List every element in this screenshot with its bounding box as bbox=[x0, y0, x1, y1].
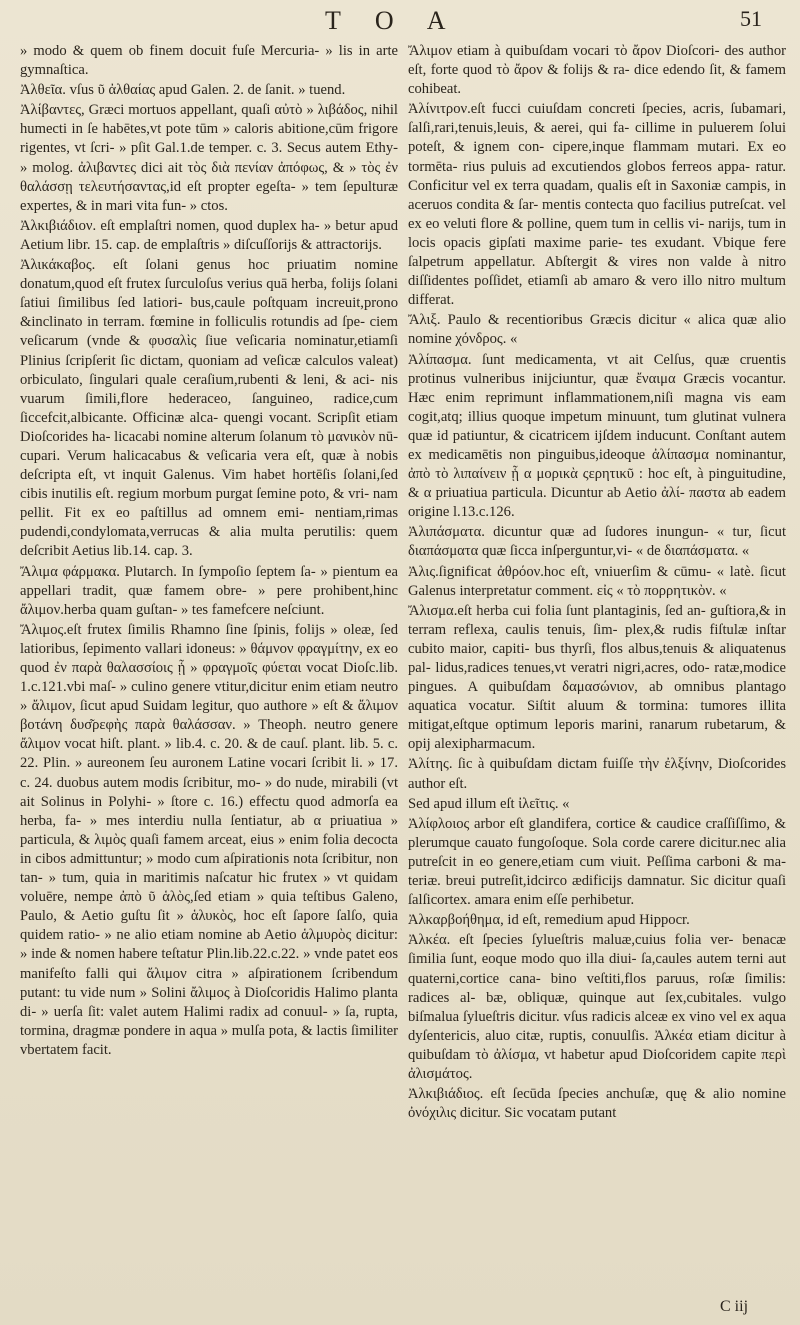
entry-paragraph: Ἄλισμα.eſt herba cui folia ſunt plantaginis, ſed an- guſtiora,& in terram reflexa, caulis tenuis, ſim- plex,& rudis fiſtulæ inſtar cubito maior, capiti- bus thyrſi, flos albus,tenuis & aliquatenus pal- lidus,radices tenues,vt veratri nigri,acres, odo- ratæ,modice pingues. A quibuſdam δαμασώνιον, ab omnibus plantago aquatica vocatur. Siſtit aluum & tormina: tumores illita mitigat,eſtque optimum leporis marini, ranarum rubetarum, & opij alexipharmacum. bbox=[408, 602, 786, 753]
entry-paragraph: » modo & quem ob finem docuit fuſe Mercuria- » lis in arte gymnaſtica. bbox=[20, 43, 398, 79]
left-column bbox=[20, 42, 398, 1297]
entry-paragraph: Ἀλίφλοιος arbor eſt glandifera, cortice & caudice craſſiſſimo, & plerumque cauato fungoſoque. Sola corde carere dicitur.nec alia putreſcit in eo genere,etiam cum viuit. Peſſima carboni & ma- teriæ. breui putreſit,idcirco ædificijs damnatur. Sic dicitur quaſi ſalſicortex. amara enim eſſe perhibetur. bbox=[408, 815, 786, 909]
entry-paragraph: Ἀλίνιτρον.eſt fucci cuiuſdam concreti ſpecies, acris, ſubamari, ſalſi,rari,tenuis,leuis, & aerei, qui fa- cillime in puluerem ſolui poteſt, & ignem con- cipere,inque flammam mutari. Ex eo tormēta- rius puluis ad excutiendos globos ferreos appa- ratur. Conficitur vel ex terra quadam, qualis eſt in Saxoniæ campis, in aceruos condita & ſar- mentis contecta quo facilius putreſcat. vel ex eo veluti flore & polline, quem tum in cellis vi- narijs, tum in locis opacis gipſati maxime parie- tes exudant. Vbique fere ſalpetrum appellatur. Abſtergit & vires non valde à nitro diſſidentes poſſidet, etiamſi ab amaro & vero illo nitro multum differat. bbox=[408, 101, 786, 309]
entry-paragraph: Ἀλκαρβοήθημα, id eſt, remedium apud Hippocr. bbox=[408, 912, 690, 929]
entry-paragraph: Ἀλίτης. ſic à quibuſdam dictam fuiſſe τὴν ἐλξίνην, Dioſcorides author eſt. bbox=[408, 756, 786, 792]
entry-paragraph: Ἀλθεῖα. vſus ῦ ἀλθαίας apud Galen. 2. de ſanit. » tuend. bbox=[20, 82, 346, 99]
page-number: 51 bbox=[740, 6, 762, 31]
running-head bbox=[0, 6, 800, 40]
signature-mark: C iij bbox=[720, 1298, 749, 1315]
entry-paragraph: Ἀλιπάσματα. dicuntur quæ ad ſudores inungun- « tur, ſicut διαπάσματα quæ ſicca inſperguntur,vi- « de διαπάσματα. « bbox=[408, 524, 786, 560]
entry-paragraph: Ἄλιμος.eſt frutex ſimilis Rhamno ſine ſpinis, folijs » oleæ, ſed latioribus, ſepimento vallari idoneus: » θάμνον φραγμίτην, ex eo quod ἐν παρὰ θαλασσίοις ᾗ » φραγμοῖς φύεται vocat Dioſc.lib. 1.c.121.vbi maſ- » culino genere vtitur,dicitur enim etiam neutro » ἄλιμον, ſicut apud Suidam legitur, quo authore » eſt & ἄλιμον βοτάνη δυσ͂ρεφὴς παρὰ θαλάσσαν. » Theoph. neutro genere ἄλιμον vocat hiſt. plant. » lib.4. c. 20. & de cauſ. plant. lib. 5. c. 22. Plin. » aureonem ſeu auronem Latine vocari ſcribit li. » 17. c. 24. duobus autem modis ſcribitur, mo- » do nude, mirabili (vt ait Solinus in Polyhi- » ſtore c. 16.) effectu quod admorſa ea herba, fa- » mes interdiu nulla ſentiatur, ab α priuatiua » particula, & λιμὸς quaſi famem arceat, eius » enim folia decocta in cibos admittuntur; » modo cum aſpirationis nota ſcribitur, non tan- » tum, quia in maritimis naſcatur hic frutex » vt quidam voluēre, nempe ἀπὸ ῦ ἁλὸς,ſed etiam » quia teſtibus Galeno, Paulo, & Aetio guſtu ſit » ἁλυκὸς, hoc eſt ſapore ſalſo, quia quidem ratio- » ne alio etiam nomine ab Aetio ἁλμυρὸς dicitur: » inde & nomen habere teſtatur Plin.lib.22.c.22. » vnde patet eos manifeſto falli qui ἄλιμον citra » aſpirationem ſcribendum putant: tu vide num » Solini ἄλιμος à Dioſcoridis Halimo planta di- » uerſa ſit: valet autem Halimi radix ad conuul- » ſa, rupta, tormina, dragmæ pondere in aqua » mulſa pota, & lactis ſimiliter vbertatem facit. bbox=[20, 621, 398, 1058]
entry-paragraph: Ἀλικάκαβος. eſt ſolani genus hoc priuatim nomine donatum,quod eſt frutex ſurculoſus verius quā herba, folijs ſolani ſatiui ſimilibus ſed latiori- bus,caule poſtquam increuit,prono &inclinato in terram. fœmine in folliculis rotundis ad ſpe- ciem veſicarum (vnde & φυσαλὶς ſiue veſicaria nominatur,etiamſi Plinius ſcripſerit ſic dictam, quoniam ad veſicæ calculos valeat) orbiculato, ſingulari quale ceraſium,rubenti & leni, & aci- nis vuarum ſimili,flore hederaceo, ſanguineo, radice,cum ſiccefcit,albicante. Officinæ alca- quengi vocant. Scripſit etiam Dioſcorides ha- licacabi nomine alterum ſolanum τὸ μανικὸν nū- cupari. Verum halicacabus & veſicaria vera eſt, quæ à nobis deſcripta eſt, vt inquit Galenus. Vim habet hortēſis ſolani,ſed cibis inutilis eſt. regium morbum purgat ſemine poto, & vri- nam pellit. Fit ex eo paſtillus ad omnem emi- nentiam,rimas pudendi,condylomata,verrucas & alia multa perutilis: quem deſcribit Aetius lib.14. cap. 3. bbox=[20, 257, 398, 560]
right-column bbox=[408, 42, 786, 1297]
entry-paragraph: Ἀλκιβιάδιος. eſt ſecūda ſpecies anchuſæ, quę & alio nomine ὀνόχιλις dicitur. Sic vocatam putant bbox=[408, 1086, 786, 1122]
entry-paragraph: Ἄλιξ. Paulo & recentioribus Græcis dicitur « alica quæ alio nomine χόνδρος. « bbox=[408, 312, 786, 348]
entry-paragraph: Ἀλίβαντες, Græci mortuos appellant, quaſi αὐτὸ » λιβάδος, nihil humecti in ſe habētes,vt pote tūm » caloris abitione,cūm frigore rigentes, vt ſcri- » pſit Gal.1.de temper. c. 3. Secus autem Ethy- » molog. ἀλιβαντες dici ait τὸς διὰ πενίαν ἀπόφως, & » τὸς ἐν θαλάσσῃ τελευτήσαντας,id eſt propter egeſta- » tem ſepulturæ expertes, & in mari vita fun- » ctos. bbox=[20, 102, 398, 214]
entry-paragraph: Ἄλιμον etiam à quibuſdam vocari τὸ ἄρον Dioſcori- des author eſt, forte quod τὸ ἄρον & folijs & ra- dice edendo ſit, & famem cohibeat. bbox=[408, 43, 786, 98]
entry-paragraph: Ἀλκιβιάδιον. eſt emplaſtri nomen, quod duplex ha- » betur apud Aetium libr. 15. cap. de emplaſtris » diſcuſſorijs & attractorijs. bbox=[20, 217, 398, 253]
entry-paragraph: Ἀλκέα. eſt ſpecies ſylueſtris maluæ,cuius folia ver- benacæ ſimilia ſunt, eoque modo quo illa diui- ſa,caules autem terni aut quaterni,cortice cana- bino veſtiti,flos paruus, roſæ ſimilis: radices al- bæ, obliquæ, quinque aut ſex,cubitales. vulgo biſmalua ſylueſtris dicitur. vſus radicis alceæ ex vino vel ex aqua dyſentericis, aluo citæ, ruptis, conuulſis. Ἀλκέα etiam dicitur à quibuſdam τὸ ἀλίσμα, vt habetur apud Dioſcoridem capite περὶ ἀλισμάτος. bbox=[408, 932, 786, 1082]
running-head-title: T O A bbox=[325, 6, 460, 35]
entry-paragraph: Ἀλίπασμα. ſunt medicamenta, vt ait Celſus, quæ cruentis protinus vulneribus inijciuntur, quæ ἔναιμα Græcis vocantur. Hæc enim reprimunt inflammationem,niſi magna vis eam cogit,atq; illius quoque impetum minuunt, tum glutinat vulnera quæ id patiuntur, & cicatricem ijſdem inducunt. Conſtant autem ex medicamētis non pinguibus,ideoque ἀλίπασμα nominantur, ἀπὸ τὸ λιπαίνειν ᾗ α μορικὰ ςερητικῦ : hoc eſt, à pinguitudine, & α priuatiua particula. Dicuntur ab Aetio ἀλί- παστα ab eadem origine l.13.c.126. bbox=[408, 351, 786, 521]
entry-paragraph: Ἄλιμα φάρμακα. Plutarch. In ſympoſio ſeptem ſa- » pientum ea appellari tradit, quæ famem obre- » pere prohibent,hinc ἄλιμον.herba quam guſtan- » tes famefcere neſciunt. bbox=[20, 563, 398, 618]
entry-paragraph: Sed apud illum eſt ἰλεῖτις. « bbox=[408, 795, 570, 812]
entry-paragraph: Ἀλις.ſignificat ἀθρόον.hoc eſt, vniuerſim & cūmu- « latè. ſicut Galenus interpretatur comment. εἰς « τὸ πορρητικὸν. « bbox=[408, 563, 786, 599]
